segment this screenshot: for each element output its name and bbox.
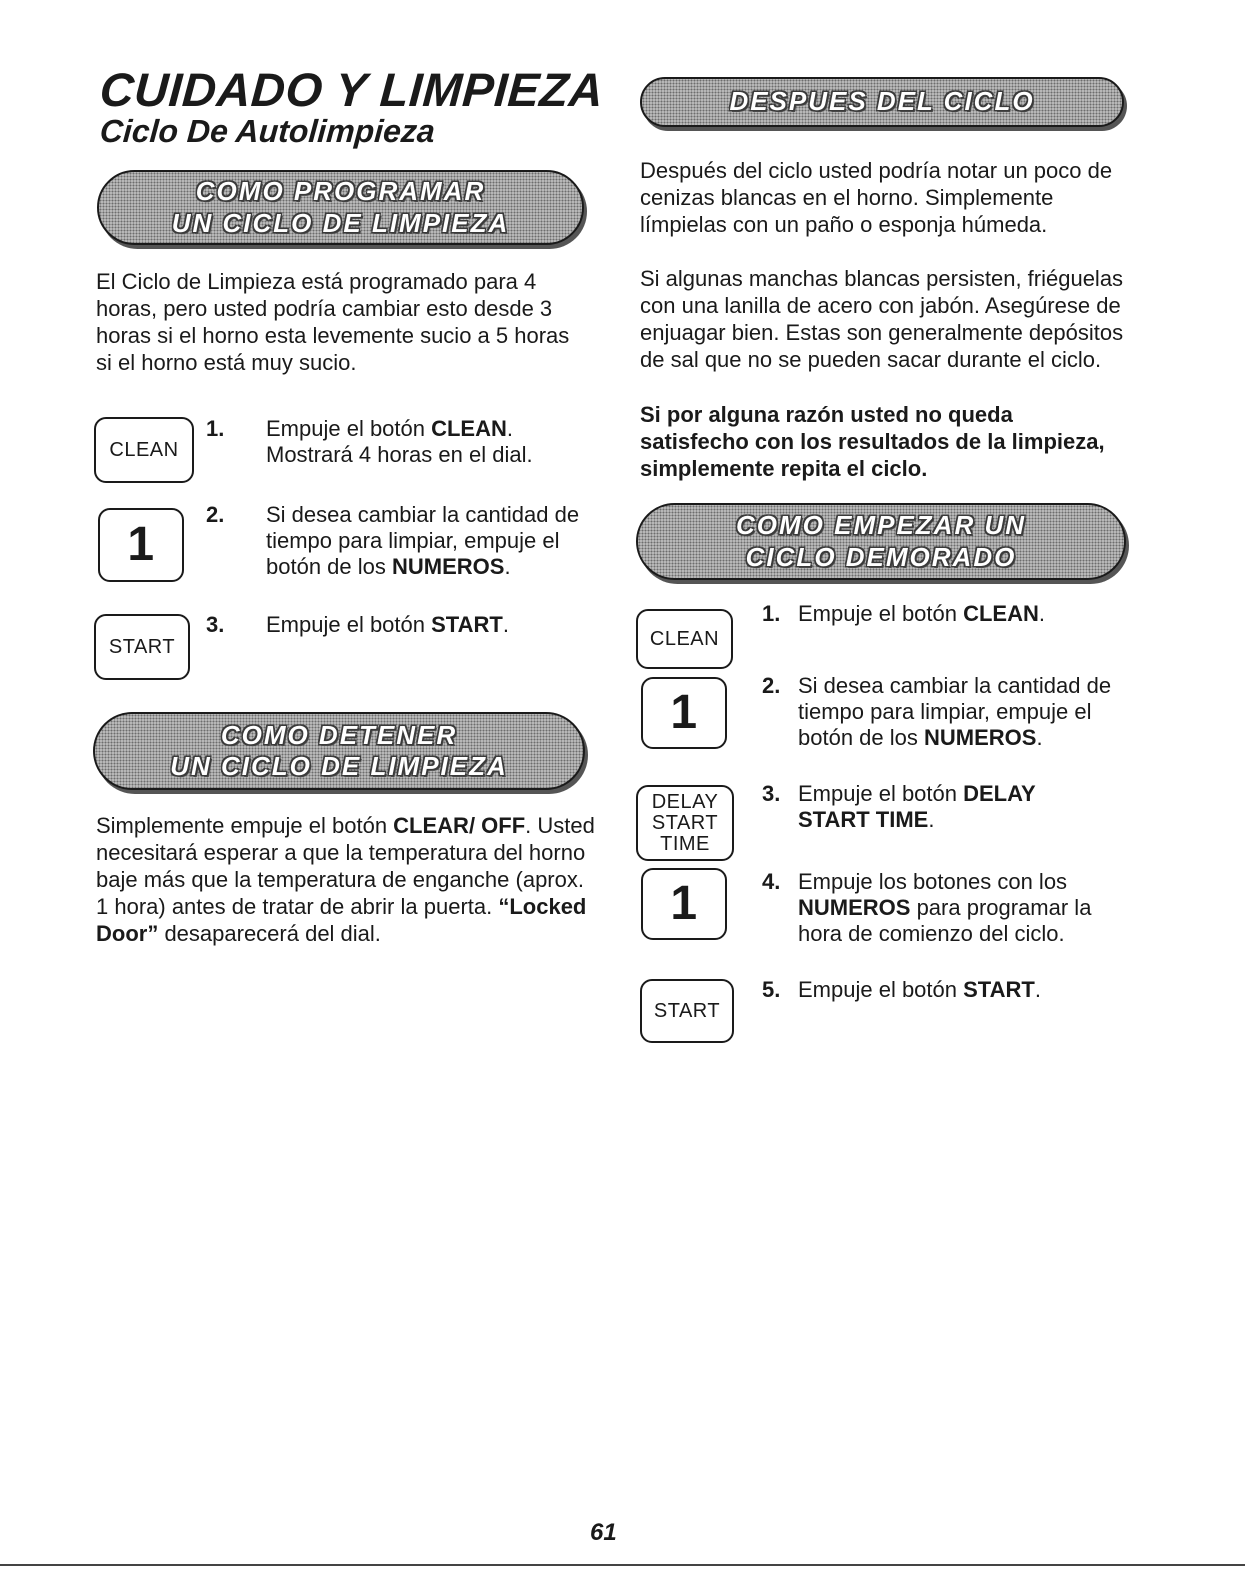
text: Simplemente empuje el botón (96, 813, 394, 838)
step-text-bold: START (431, 612, 503, 637)
after-paragraph-1: Después del ciclo usted podría notar un poco de cenizas blancas en el horno. Simplemente límpielas con un paño o esponja húmeda. (640, 158, 1113, 237)
step-number: 5. (762, 977, 781, 1002)
page-number: 61 (590, 1519, 617, 1546)
banner-como-detener (93, 712, 585, 790)
key-label: CLEAN (649, 627, 720, 650)
text-bold: CLEAR/ OFF (393, 813, 526, 838)
step-number: 3. (206, 612, 225, 637)
step-text-bold: CLEAN (963, 601, 1039, 626)
banner-line: COMO EMPEZAR UN (736, 510, 1026, 541)
step-text-bold: NUMEROS (923, 725, 1037, 750)
step-text: Empuje el botón (798, 781, 964, 806)
step-number: 2. (206, 502, 225, 527)
text-bold: “Locked Door” (96, 894, 587, 946)
step-text: . (928, 807, 935, 832)
step-text: para programar la hora de comienzo del ciclo. (798, 895, 1092, 946)
step-number: 3. (762, 781, 781, 806)
step-text-bold: DELAY START TIME (798, 781, 1036, 832)
step-text-bold: NUMEROS (798, 895, 911, 920)
step-text: . (1038, 601, 1046, 626)
key-label: 1 (670, 686, 698, 739)
key-label: START (653, 999, 721, 1022)
step-number: 2. (762, 673, 781, 698)
step-text: . (502, 612, 509, 637)
start-key-icon (94, 614, 190, 680)
step-number: 4. (762, 869, 781, 894)
key-label: CLEAN (109, 438, 179, 461)
step-text-bold: START (963, 977, 1035, 1002)
start-key-icon (640, 979, 734, 1043)
banner-line: UN CICLO DE LIMPIEZA (170, 751, 508, 781)
number-key-icon (641, 868, 727, 940)
step-number: 1. (762, 601, 781, 626)
banner-despues-del-ciclo (640, 77, 1124, 127)
clean-key-icon (94, 417, 194, 483)
step-text: Si desea cambiar la cantidad de tiempo para limpiar, empuje el botón de los (266, 502, 580, 579)
number-key-icon (641, 677, 727, 749)
key-label: DELAY START TIME (651, 790, 719, 855)
step-text: Empuje el botón (798, 601, 964, 626)
intro-paragraph: El Ciclo de Limpieza está programado para 4 horas, pero usted podría cambiar esto desde 3 horas si el horno esta levemente sucio a 5 horas si el horno está muy sucio. (96, 269, 570, 375)
number-key-icon (98, 508, 184, 582)
step-text: . Mostrará 4 horas en el dial. (266, 416, 533, 467)
text: desaparecerá del dial. (158, 921, 381, 946)
page-subtitle: Ciclo De Autolimpieza (98, 113, 437, 149)
banner-line: COMO DETENER (220, 719, 458, 750)
banner-line: UN CICLO DE LIMPIEZA (171, 207, 510, 238)
step-text: Empuje el botón (798, 977, 964, 1002)
page-title: CUIDADO Y LIMPIEZA (98, 63, 606, 116)
after-paragraph-2: Si algunas manchas blancas persisten, friéguelas con una lanilla de acero con jabón. Asegúrese de enjuagar bien. Estas son generalmente depósitos de sal que no se pueden sacar durante el ciclo. (640, 266, 1124, 372)
clean-key-icon (636, 609, 733, 669)
banner-como-programar (97, 170, 584, 245)
stop-paragraph (96, 812, 596, 947)
key-label: 1 (127, 518, 155, 571)
step-text: . (504, 554, 511, 579)
banner-ciclo-demorado (636, 503, 1126, 580)
delay-start-time-key-icon (636, 785, 734, 861)
banner-line: DESPUES DEL CICLO (729, 86, 1035, 117)
step-text: Empuje el botón (266, 416, 432, 441)
step-text-bold: NUMEROS (391, 554, 505, 579)
after-bold-paragraph: Si por alguna razón usted no queda satisfecho con los resultados de la limpieza, simplemente repita el ciclo. (640, 402, 1105, 481)
step-text: . (1034, 977, 1041, 1002)
banner-line: CICLO DEMORADO (745, 541, 1017, 572)
step-text: Empuje el botón (266, 612, 432, 637)
banner-line: COMO PROGRAMAR (195, 176, 486, 207)
text: . Usted necesitará esperar a que la temperatura del horno baje más que la temperatura de enganche (aprox. 1 hora) antes de tratar de abrir la puerta. (96, 813, 595, 919)
step-text: Si desea cambiar la cantidad de tiempo para limpiar, empuje el botón de los (798, 673, 1112, 750)
step-text: Empuje los botones con los (798, 869, 1068, 894)
step-text: . (1036, 725, 1043, 750)
bottom-rule (0, 1564, 1245, 1566)
step-number: 1. (206, 416, 225, 441)
key-label: 1 (670, 877, 698, 930)
key-label: START (108, 635, 176, 658)
step-text-bold: CLEAN (431, 416, 507, 441)
